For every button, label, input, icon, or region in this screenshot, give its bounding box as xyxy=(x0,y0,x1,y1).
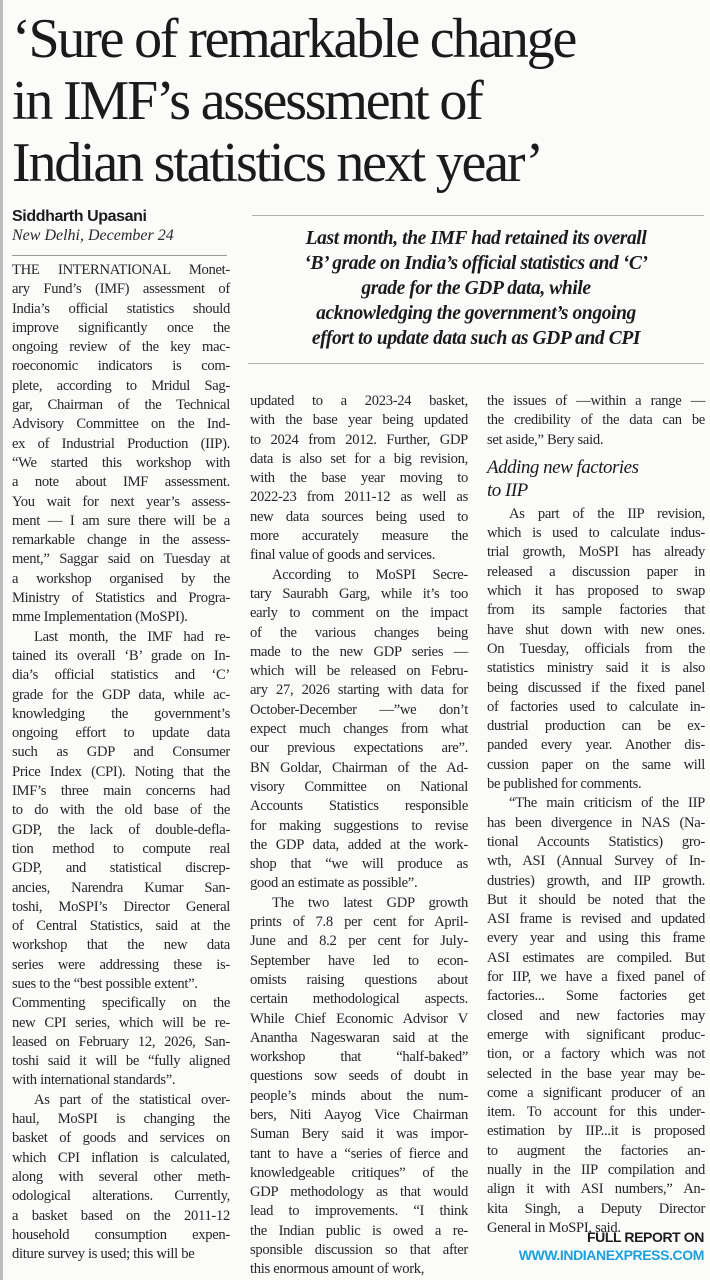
body-text-line: more accurately measure the xyxy=(250,528,468,545)
body-text-line: June and 8.2 per cent for July- xyxy=(250,933,468,950)
body-text-line: household consumption expen- xyxy=(12,1226,230,1243)
body-text-line: data is also set for a big revision, xyxy=(250,450,468,467)
body-text-line: of the various changes being xyxy=(250,624,468,641)
byline xyxy=(12,208,232,245)
body-text-line: being discussed if the fixed panel xyxy=(487,679,705,696)
body-text-line: to 2024 from 2012. Further, GDP xyxy=(250,431,468,448)
body-text-line: knowledging the government’s xyxy=(12,705,230,722)
body-text-line: item. To account for this under- xyxy=(487,1104,705,1121)
byline-divider xyxy=(12,255,227,256)
body-text-line: statistics ministry said it is also xyxy=(487,660,705,677)
body-text-line: BN Goldar, Chairman of the Ad- xyxy=(250,759,468,776)
body-text-line: early to comment on the impact xyxy=(250,605,468,622)
body-text-line: people’s minds about the num- xyxy=(250,1087,468,1104)
body-text-line: “The main criticism of the IIP xyxy=(509,795,705,812)
body-text-line: basket of goods and services on xyxy=(12,1130,230,1147)
body-text-line: final value of goods and services. xyxy=(250,547,436,564)
body-text-line: grade for the GDP data, while ac- xyxy=(12,686,230,703)
pullquote-line: grade for the GDP data, while xyxy=(361,278,591,299)
body-text-line: which CPI inflation is calculated, xyxy=(12,1149,230,1166)
body-text-line: odological alterations. Currently, xyxy=(12,1188,230,1205)
body-text-line: a basket based on the 2011-12 xyxy=(12,1207,230,1224)
body-text-line: made to the new GDP series — xyxy=(250,643,468,660)
body-text-line: GDP, the lack of double-defla- xyxy=(12,821,230,838)
pullquote-line: ‘B’ grade on India’s official statistics and ‘C’ xyxy=(304,253,648,274)
body-text-line: trial growth, MoSPI has already xyxy=(487,544,705,561)
body-text-line: ASI frame is revised and updated xyxy=(487,911,705,928)
body-text-line: come a significant producer of an xyxy=(487,1084,705,1101)
body-text-line: 2022-23 from 2011-12 as well as xyxy=(250,489,468,506)
body-text-line: the GDP data, added at the work- xyxy=(250,836,468,853)
body-text-line: IMF’s three main concerns had xyxy=(12,783,230,800)
body-text-line: knowledgeable critiques” of the xyxy=(250,1164,468,1181)
body-text-line: be published for comments. xyxy=(487,776,642,793)
body-text-line: October-December —”we don’t xyxy=(250,701,468,718)
body-text-line: tional Accounts Statistics) gro- xyxy=(487,833,705,850)
body-text-line: ary Fund’s (IMF) assessment of xyxy=(12,281,230,298)
body-text-line: ASI estimates are compiled. But xyxy=(487,949,705,966)
body-text-line: toshi, MoSPI’s Director General xyxy=(12,898,230,915)
body-text-line: expect much changes from what xyxy=(250,721,468,738)
left-column-rule xyxy=(0,0,3,1280)
pullquote-line: acknowledging the government’s ongoing xyxy=(316,303,636,324)
body-text-line: THE INTERNATIONAL Monet- xyxy=(12,262,230,278)
body-text-line: tary Saurabh Garg, while it’s too xyxy=(250,585,468,602)
body-text-line: ex of Industrial Production (IIP). xyxy=(12,435,230,452)
body-text-line: a workshop organised by the xyxy=(12,570,230,587)
body-text-line: On Tuesday, officials from the xyxy=(487,640,705,657)
body-text-line: closed and new factories may xyxy=(487,1007,705,1024)
body-text-line: a note about IMF assessment. xyxy=(12,474,230,491)
body-text-line: ary 27, 2026 starting with data for xyxy=(250,682,468,699)
body-text-line: mme Implementation (MoSPI). xyxy=(12,609,188,626)
body-text-line: General in MoSPI, said. xyxy=(487,1219,621,1236)
pullquote-bottom-divider xyxy=(248,363,704,364)
body-text-line: of Central Statistics, said at the xyxy=(12,918,230,935)
subheading xyxy=(487,456,705,502)
indianexpress-link[interactable]: WWW.INDIANEXPRESS.COM xyxy=(518,1247,704,1263)
body-text-line: such as GDP and Consumer xyxy=(12,744,230,761)
pullquote-line: effort to update data such as GDP and CPI xyxy=(311,328,641,349)
body-text-line: workshop that “half-baked” xyxy=(250,1049,468,1066)
body-text-line: with international standards”. xyxy=(12,1072,176,1089)
body-text-line: factories... Some factories get xyxy=(487,988,705,1005)
body-text-line: gar, Chairman of the Technical xyxy=(12,397,230,414)
body-text-line: align it with ASI numbers,” An- xyxy=(487,1181,705,1198)
author-name: Siddharth Upasani xyxy=(12,208,147,225)
body-text-line: dia’s official statistics and ‘C’ xyxy=(12,667,230,684)
body-text-line: toshi said it will be “fully aligned xyxy=(12,1053,230,1070)
body-text-line: dustrial production can be ex- xyxy=(487,718,705,735)
body-text-line: While Chief Economic Advisor V xyxy=(250,1010,468,1027)
body-text-line: estimation by IIP...it is proposed xyxy=(487,1123,705,1140)
body-text-line: Last month, the IMF had re- xyxy=(34,628,230,645)
headline-line: Indian statistics next year’ xyxy=(12,132,542,194)
body-text-line: which it has proposed to swap xyxy=(487,583,705,600)
body-column-1 xyxy=(12,261,230,1264)
body-text-line: prints of 7.8 per cent for April- xyxy=(250,914,468,931)
body-text-line: along with several other meth- xyxy=(12,1168,230,1185)
headline xyxy=(12,8,702,194)
body-text-line: Anantha Nageswaran said at the xyxy=(250,1029,468,1046)
full-report-footer xyxy=(519,1228,704,1264)
body-text-line: every year and using this frame xyxy=(487,930,705,947)
body-text-line: Advisory Committee on the Ind- xyxy=(12,416,230,433)
body-text-line: which is used to calculate indus- xyxy=(487,525,705,542)
body-text-line: plete, according to Mridul Sag- xyxy=(12,377,230,394)
headline-line: in IMF’s assessment of xyxy=(12,70,482,132)
body-text-line: panded every year. Another dis- xyxy=(487,737,705,754)
column-3-intro xyxy=(487,392,705,450)
body-text-line: cussion paper on the same will xyxy=(487,756,705,773)
body-text-line: emerge with significant produc- xyxy=(487,1026,705,1043)
subheading-line: to IIP xyxy=(487,479,528,501)
body-column-2 xyxy=(250,392,468,1280)
body-text-line: lead to improvements. “I think xyxy=(250,1203,468,1220)
body-text-line: shop that “we will produce as xyxy=(250,856,468,873)
body-text-line: good an estimate as possible”. xyxy=(250,875,418,892)
body-text-line: to augment the factories an- xyxy=(487,1142,705,1159)
body-text-line: updated to a 2023-24 basket, xyxy=(250,393,468,409)
body-text-line: India’s official statistics should xyxy=(12,300,230,317)
body-text-line: series were addressing these is- xyxy=(12,956,230,973)
body-text-line: for IIP, we have a fixed panel of xyxy=(487,969,705,986)
column-3-section xyxy=(487,505,705,1238)
body-text-line: visory Committee on National xyxy=(250,778,468,795)
body-text-line: tant to have a “series of fierce and xyxy=(250,1145,468,1162)
body-text-line: tion, or a factory which was not xyxy=(487,1046,705,1063)
body-text-line: to do with the old base of the xyxy=(12,802,230,819)
body-text-line: Price Index (CPI). Noting that the xyxy=(12,763,230,780)
headline-line: ‘Sure of remarkable change xyxy=(12,8,576,70)
body-text-line: for making suggestions to revise xyxy=(250,817,468,834)
body-text-line: tion method to compute real xyxy=(12,840,230,857)
body-text-line: certain methodological aspects. xyxy=(250,991,468,1008)
pullquote xyxy=(248,226,704,351)
body-text-line: ongoing review of the key mac- xyxy=(12,339,230,356)
body-text-line: workshop that the new data xyxy=(12,937,230,954)
body-text-line: from its sample factories that xyxy=(487,602,705,619)
body-text-line: which will be released on Febru- xyxy=(250,663,468,680)
body-text-line: have shut down with new ones. xyxy=(487,621,705,638)
body-text-line: has been divergence in NAS (Na- xyxy=(487,814,705,831)
body-text-line: released a discussion paper in xyxy=(487,563,705,580)
body-text-line: questions sow seeds of doubt in xyxy=(250,1068,468,1085)
body-text-line: ment — I am sure there will be a xyxy=(12,512,230,529)
body-text-line: roeconomic indicators is com- xyxy=(12,358,230,375)
body-text-line: with the base year moving to xyxy=(250,470,468,487)
body-text-line: haul, MoSPI is changing the xyxy=(12,1111,230,1128)
body-text-line: improve significantly once the xyxy=(12,319,230,336)
body-text-line: bers, Niti Aayog Vice Chairman xyxy=(250,1106,468,1123)
subheading-line: Adding new factories xyxy=(487,456,639,478)
body-text-line: Ministry of Statistics and Progra- xyxy=(12,590,230,607)
body-text-line: As part of the IIP revision, xyxy=(509,505,705,522)
pullquote-top-divider xyxy=(252,215,704,216)
body-text-line: “We started this workshop with xyxy=(12,454,230,471)
body-text-line: nually in the IIP compilation and xyxy=(487,1161,705,1178)
pullquote-line: Last month, the IMF had retained its overall xyxy=(305,228,647,249)
body-text-line: wth, ASI (Annual Survey of In- xyxy=(487,853,705,870)
body-text-line: new CPI series, which will be re- xyxy=(12,1014,230,1031)
body-text-line: ment,” Saggar said on Tuesday at xyxy=(12,551,230,568)
body-text-line: the Indian public is owed a re- xyxy=(250,1222,468,1239)
body-text-line: the issues of —within a range — xyxy=(487,393,705,409)
body-text-line: remarkable change in the assess- xyxy=(12,532,230,549)
body-text-line: The two latest GDP growth xyxy=(272,894,468,911)
body-text-line: ongoing effort to update data xyxy=(12,725,230,742)
body-text-line: As part of the statistical over- xyxy=(34,1091,230,1108)
body-text-line: the credibility of the data can be xyxy=(487,412,705,429)
body-text-line: sponsible discussion so that after xyxy=(250,1242,468,1259)
body-text-line: ancies, Narendra Kumar San- xyxy=(12,879,230,896)
body-text-line: Commenting specifically on the xyxy=(12,995,230,1012)
body-column-3 xyxy=(487,392,705,1238)
body-text-line: But it should be noted that the xyxy=(487,891,705,908)
body-text-line: diture survey is used; this will be xyxy=(12,1246,195,1263)
body-text-line: You wait for next year’s assess- xyxy=(12,493,230,510)
body-text-line: September have led to econ- xyxy=(250,952,468,969)
body-text-line: selected in the base year may be- xyxy=(487,1065,705,1082)
body-text-line: this enormous amount of work, xyxy=(250,1261,425,1278)
dateline: New Delhi, December 24 xyxy=(12,227,174,244)
body-text-line: kita Singh, a Deputy Director xyxy=(487,1200,705,1217)
body-text-line: tained its overall ‘B’ grade on In- xyxy=(12,647,230,664)
body-text-line: of factories used to calculate in- xyxy=(487,698,705,715)
body-text-line: According to MoSPI Secre- xyxy=(272,566,468,583)
body-text-line: dustries) growth, and IIP growth. xyxy=(487,872,705,889)
body-text-line: leased on February 12, 2026, San- xyxy=(12,1033,230,1050)
body-text-line: GDP methodology as that would xyxy=(250,1184,468,1201)
body-text-line: new data sources being used to xyxy=(250,508,468,525)
body-text-line: with the base year being updated xyxy=(250,412,468,429)
full-report-label: FULL REPORT ON xyxy=(586,1229,704,1245)
body-text-line: our previous expectations are”. xyxy=(250,740,468,757)
body-text-line: sues to the “best possible extent”. xyxy=(12,975,198,992)
body-text-line: GDP, and statistical discrep- xyxy=(12,860,230,877)
body-text-line: set aside,” Bery said. xyxy=(487,431,604,448)
body-text-line: Accounts Statistics responsible xyxy=(250,798,468,815)
body-text-line: Suman Bery said it was impor- xyxy=(250,1126,468,1143)
body-text-line: omists raising questions about xyxy=(250,971,468,988)
